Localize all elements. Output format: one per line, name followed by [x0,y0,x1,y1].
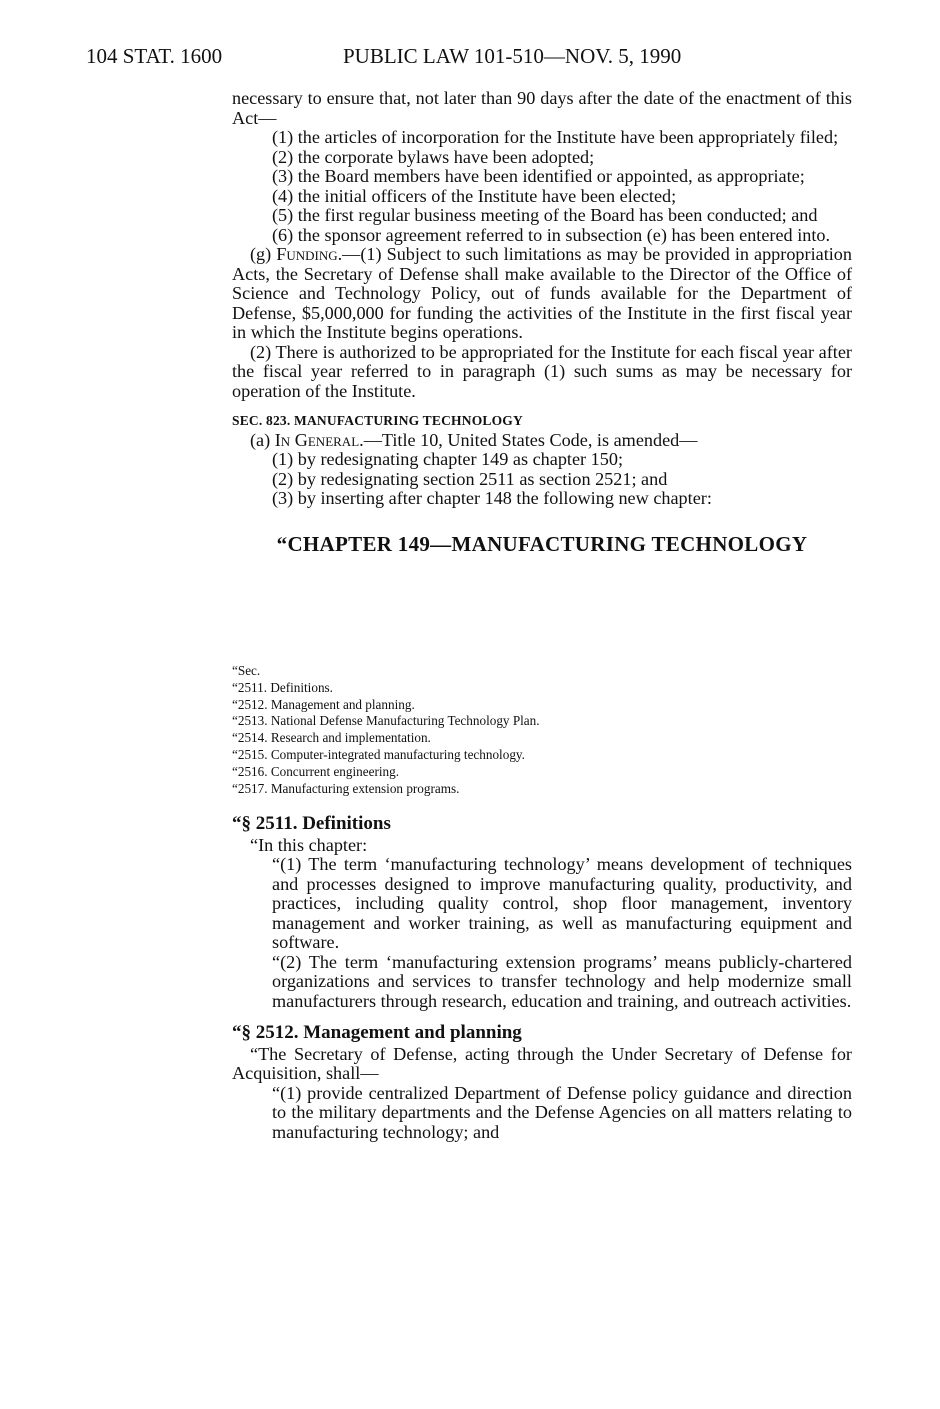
list-item: (1) the articles of incorporation for the Institute have been appropriately filed; [272,127,839,147]
statute-page-number: 104 STAT. 1600 [86,44,223,68]
list-item: (3) by inserting after chapter 148 the following new chapter: [272,488,712,508]
funding-paragraph-2: (2) There is authorized to be appropriated for the Institute for each fiscal year after the fiscal year referred to in paragraph (1) such sums as may be necessary for operation of the Institute. [232,341,852,401]
section-823-subsection-a [250,431,852,451]
list-item: (2) the corporate bylaws have been adopted; [272,146,595,167]
section-2511 [232,802,852,1142]
public-law-citation: PUBLIC LAW 101-510—NOV. 5, 1990 [343,44,682,68]
table-of-contents [232,663,852,797]
funding-prefix: (g) [250,244,277,264]
section-823-heading: SEC. 823. MANUFACTURING TECHNOLOGY [232,413,523,428]
list-item: (2) by redesignating section 2511 as section 2521; and [272,468,668,489]
toc-item: “Sec. [232,663,261,678]
chapter-title: “CHAPTER 149—MANUFACTURING TECHNOLOGY [276,531,808,556]
funding-label: Funding [276,244,338,264]
toc-item: “2515. Computer-integrated manufacturing technology. [232,746,525,762]
list-item: (6) the sponsor agreement referred to in subsection (e) has been entered into. [272,224,831,245]
definition-paragraph: “(1) The term ‘manufacturing technology’ means development of techniques and processes designed to improve manufacturing quality, productivity, and practices, including quality control, shop floor management, inventory management and worker training, as well as manufacturing equipment and software. [272,854,852,952]
section-2511-heading: “§ 2511. Definitions [232,813,391,834]
subsection-label: In General [274,429,360,450]
toc-item: “2516. Concurrent engineering. [232,763,399,779]
toc-item: “2514. Research and implementation. [232,730,431,746]
subsection-prefix: (a) [250,429,275,450]
definition-paragraph: “(2) The term ‘manufacturing extension programs’ means publicly-chartered organizations and services to transfer technology and help modernize small manufacturers through research, education and training, and outreach activities. [272,951,852,1011]
list-item: (1) by redesignating chapter 149 as chapter 150; [272,449,623,469]
list-item: (3) the Board members have been identified or appointed, as appropriate; [272,166,805,186]
list-item: (5) the first regular business meeting of the Board has been conducted; and [272,205,818,225]
lead-paragraph: necessary to ensure that, not later than 90 days after the date of the enactment of this Act— [232,88,852,128]
toc-item: “2517. Manufacturing extension programs. [232,780,460,796]
body-text [232,89,852,576]
page-header [86,44,886,72]
subsection-text: .—Title 10, United States Code, is amended— [359,429,698,450]
funding-text: .—(1) Subject to such limitations as may be provided in appropriation Acts, the Secretary of Defense shall make available to the Director of the Office of Science and Technology Policy, out of funds available for the Department of Defense, $5,000,000 for funding the activities of the Institute in the first fiscal year in which the Institute begins operations. [232,244,852,342]
funding-paragraph-1 [232,245,852,343]
section-2512-heading: “§ 2512. Management and planning [232,1022,522,1043]
section-2511-intro: “In this chapter: [250,834,368,855]
list-item: (4) the initial officers of the Institute have been elected; [272,185,677,206]
toc-list [232,663,852,797]
toc-item: “2513. National Defense Manufacturing Technology Plan. [232,713,540,729]
section-2512-paragraph: “(1) provide centralized Department of Defense policy guidance and direction to the military departments and the Defense Agencies on all matters relating to manufacturing technology; and [272,1082,852,1142]
toc-item: “2512. Management and planning. [232,696,415,712]
section-2512-intro: “The Secretary of Defense, acting through the Under Secretary of Defense for Acquisition, shall— [232,1043,852,1083]
toc-item: “2511. Definitions. [232,679,333,695]
